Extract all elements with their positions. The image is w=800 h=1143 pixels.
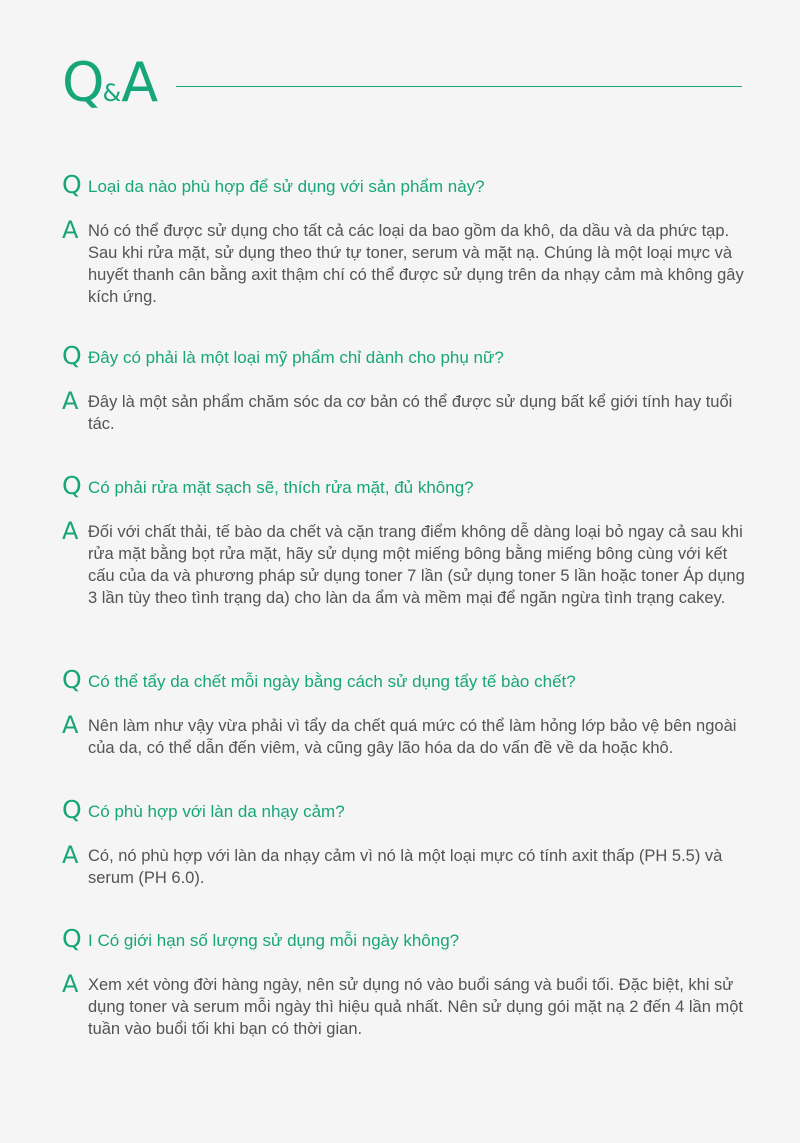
qa-item: [62, 341, 752, 435]
answer-marker: A: [62, 970, 79, 998]
question-text: Có thể tẩy da chết mỗi ngày bằng cách sử dụng tẩy tế bào chết?: [88, 672, 576, 691]
question-text: Có phải rửa mặt sạch sẽ, thích rửa mặt, đủ không?: [88, 478, 474, 497]
title-amp: &: [102, 79, 122, 107]
question-row: [62, 665, 752, 694]
qa-item: [62, 924, 752, 1040]
qa-item: [62, 795, 752, 889]
question-row: [62, 170, 752, 199]
answer-marker: A: [62, 711, 79, 739]
question-row: [62, 471, 752, 500]
answer-row: [62, 517, 752, 609]
answer-marker: A: [62, 387, 79, 415]
answer-text: [88, 391, 752, 435]
qa-item: [62, 170, 752, 308]
question-text: Có phù hợp với làn da nhạy cảm?: [88, 802, 345, 821]
answer-marker: A: [62, 216, 79, 244]
answer-paragraph: Nó có thể được sử dụng cho tất cả các loại da bao gồm da khô, da dầu và da phức tạp.: [88, 222, 730, 240]
page-title: [62, 51, 157, 114]
qa-item: [62, 471, 752, 609]
answer-row: [62, 970, 752, 1040]
answer-text: [88, 715, 752, 759]
answer-text: [88, 521, 752, 609]
question-marker: Q: [62, 665, 82, 694]
question-text: Đây có phải là một loại mỹ phẩm chỉ dành cho phụ nữ?: [88, 348, 504, 367]
answer-marker: A: [62, 517, 79, 545]
question-marker: Q: [62, 471, 82, 500]
question-text: Loại da nào phù hợp để sử dụng với sản phẩm này?: [88, 177, 485, 196]
title-q: Q: [62, 51, 103, 114]
answer-text: [88, 220, 752, 308]
question-marker: Q: [62, 170, 82, 199]
answer-paragraph: Xem xét vòng đời hàng ngày, nên sử dụng nó vào buổi sáng và buổi tối. Đặc biệt, khi sử dụng toner và serum mỗi ngày thì hiệu quả nhất. Nên sử dụng gói mặt nạ 2 đến 4 lần một tuần vào buổi tối khi bạn có thời gian.: [88, 976, 743, 1038]
answer-row: [62, 216, 752, 308]
answer-marker: A: [62, 841, 79, 869]
answer-paragraph: Đối với chất thải, tế bào da chết và cặn trang điểm không dễ dàng loại bỏ ngay cả sau khi rửa mặt bằng bọt rửa mặt, hãy sử dụng một miếng bông bằng miếng bông cùng với kết cấu của da và phương pháp sử dụng toner 7 lần (sử dụng toner 5 lần hoặc toner Áp dụng 3 lần tùy theo tình trạng da) cho làn da ẩm và mềm mại để ngăn ngừa tình trạng cakey.: [88, 523, 745, 607]
answer-paragraph: Sau khi rửa mặt, sử dụng theo thứ tự toner, serum và mặt nạ. Chúng là một loại mực và huyết thanh cân bằng axit thậm chí có thể được sử dụng trên da nhạy cảm mà không gây kích ứng.: [88, 244, 744, 306]
qa-header: [62, 51, 742, 114]
question-row: [62, 795, 752, 824]
answer-paragraph: Có, nó phù hợp với làn da nhạy cảm vì nó là một loại mực có tính axit thấp (PH 5.5) và serum (PH 6.0).: [88, 847, 723, 887]
question-marker: Q: [62, 795, 82, 824]
answer-paragraph: Nên làm như vậy vừa phải vì tẩy da chết quá mức có thể làm hỏng lớp bảo vệ bên ngoài của da, có thể dẫn đến viêm, và cũng gây lão hóa da do vấn đề về da hoặc khô.: [88, 717, 737, 757]
title-divider: [176, 86, 742, 87]
answer-text: [88, 974, 752, 1040]
answer-paragraph: Đây là một sản phẩm chăm sóc da cơ bản có thể được sử dụng bất kể giới tính hay tuổi tác.: [88, 393, 733, 433]
title-a: A: [121, 51, 157, 114]
qa-item: [62, 665, 752, 759]
answer-row: [62, 387, 752, 435]
answer-row: [62, 841, 752, 889]
question-text: I Có giới hạn số lượng sử dụng mỗi ngày không?: [88, 931, 460, 950]
answer-row: [62, 711, 752, 759]
question-row: [62, 341, 752, 370]
question-marker: Q: [62, 924, 82, 953]
question-row: [62, 924, 752, 953]
answer-text: [88, 845, 752, 889]
question-marker: Q: [62, 341, 82, 370]
